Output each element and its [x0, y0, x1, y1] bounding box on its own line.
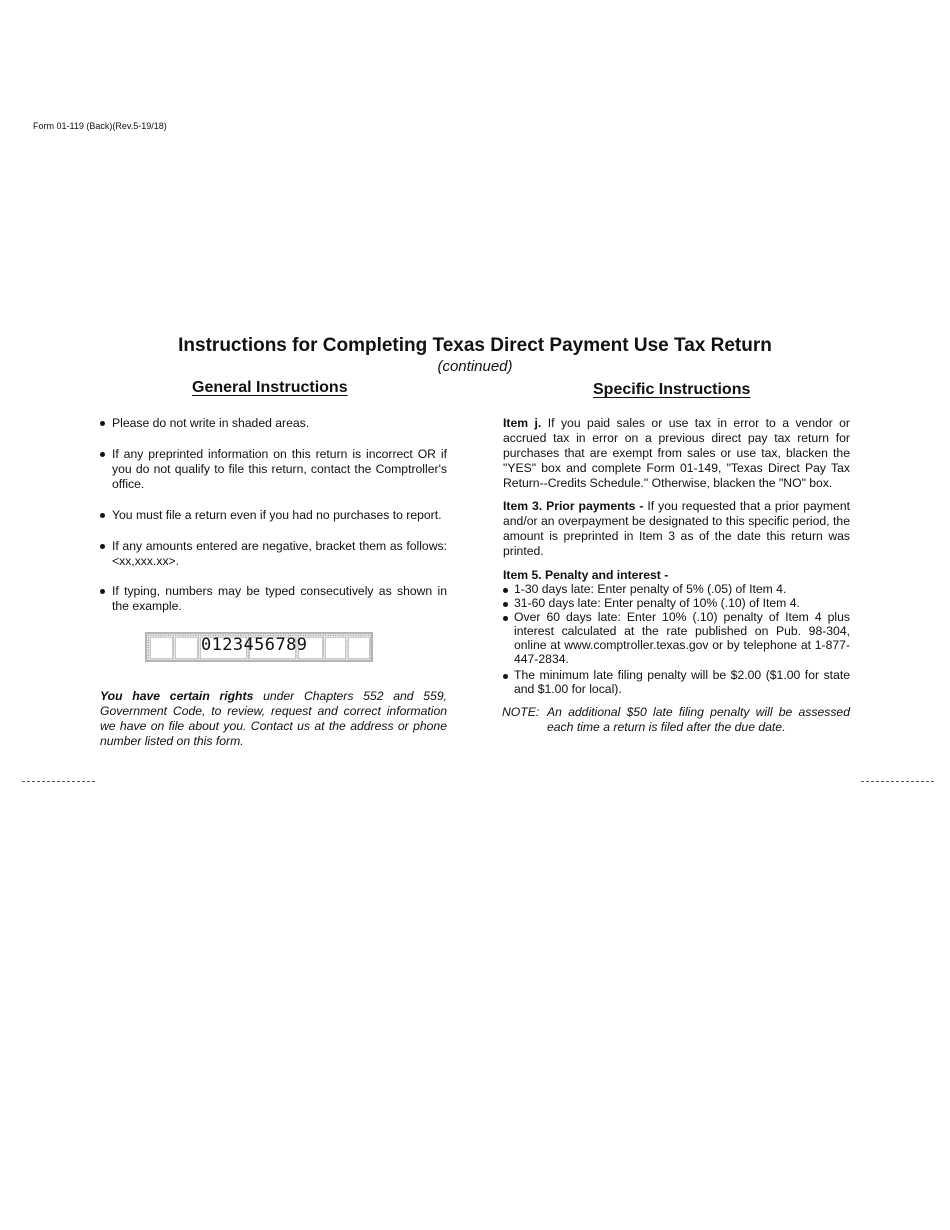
cut-line-right [861, 781, 934, 782]
general-bullet [100, 416, 447, 431]
rights-bold: You have certain rights [100, 689, 254, 703]
example-cell [175, 637, 198, 659]
item-3-label: Item 3. Prior payments - [503, 499, 644, 513]
note-text: An additional $50 late filing penalty will be assessed each time a return is filed after the due date. [547, 705, 850, 734]
item-3-paragraph [503, 499, 850, 559]
bullet-icon [100, 544, 105, 549]
bullet-icon [503, 616, 508, 621]
general-bullet-text: If any preprinted information on this return is incorrect OR if you do not qualify to file this return, contact the Comptroller's office. [112, 447, 447, 491]
example-cell [348, 637, 370, 659]
item-j-paragraph [503, 416, 850, 491]
note-label: NOTE: [502, 705, 540, 719]
penalty-bullet [503, 596, 850, 611]
general-bullet [100, 447, 447, 492]
cut-line-left [22, 781, 95, 782]
general-bullet [100, 539, 447, 569]
bullet-icon [100, 589, 105, 594]
item-3-text: If you requested that a prior payment and/or an overpayment be designated to this specific period, the amount is preprinted in Item 3 as of the date this return was printed. [503, 499, 850, 558]
page-subtitle: (continued) [437, 358, 513, 375]
specific-instructions-heading: Specific Instructions [593, 381, 751, 398]
example-cell [325, 637, 346, 659]
general-bullet-text: Please do not write in shaded areas. [112, 416, 310, 430]
form-number: Form 01-119 (Back)(Rev.5-19/18) [33, 121, 167, 131]
bullet-icon [100, 421, 105, 426]
penalty-bullet-text: The minimum late filing penalty will be $2.00 ($1.00 for state and $1.00 for local). [514, 668, 850, 696]
bullet-icon [100, 513, 105, 518]
penalty-bullet-text: 1-30 days late: Enter penalty of 5% (.05) of Item 4. [514, 582, 787, 596]
general-bullet-text: You must file a return even if you had no purchases to report. [112, 508, 442, 522]
penalty-bullet-text: 31-60 days late: Enter penalty of 10% (.10) of Item 4. [514, 596, 800, 610]
rights-statement [100, 689, 447, 749]
penalty-bullet-text: Over 60 days late: Enter 10% (.10) penalty of Item 4 plus interest calculated at the rate published on Pub. 98-304, online at www.comptroller.texas.gov or by telephone at 1-877-447-2834. [514, 610, 850, 666]
late-filing-note [502, 705, 850, 735]
penalty-bullet [503, 668, 850, 696]
general-bullet-text: If any amounts entered are negative, bracket them as follows: <xx,xxx.xx>. [112, 539, 447, 568]
general-instructions-heading: General Instructions [192, 379, 348, 396]
bullet-icon [503, 602, 508, 607]
general-bullet [100, 508, 447, 523]
bullet-icon [100, 452, 105, 457]
bullet-icon [503, 674, 508, 679]
page-title: Instructions for Completing Texas Direct Payment Use Tax Return [178, 335, 772, 356]
item-5-heading: Item 5. Penalty and interest - [503, 568, 669, 582]
bullet-icon [503, 588, 508, 593]
item-j-label: Item j. [503, 416, 542, 430]
penalty-bullet [503, 582, 850, 597]
general-bullet [100, 584, 447, 614]
example-digits: 0123456789 [201, 635, 308, 655]
item-j-text: If you paid sales or use tax in error to a vendor or accrued tax in error on a previous direct pay tax return for purchases that are exempt from sales or use tax, blacken the "YES" box and complete Form 01-149, "Texas Direct Pay Tax Return--Credits Schedule." Otherwise, blacken the "NO" box. [503, 416, 850, 490]
example-cell [150, 637, 173, 659]
rights-text: under Chapters 552 and 559, Government Code, to review, request and correct information we have on file about you. Contact us at the address or phone number listed on this form. [100, 689, 447, 748]
general-bullet-text: If typing, numbers may be typed consecutively as shown in the example. [112, 584, 447, 613]
penalty-bullet [503, 610, 850, 666]
